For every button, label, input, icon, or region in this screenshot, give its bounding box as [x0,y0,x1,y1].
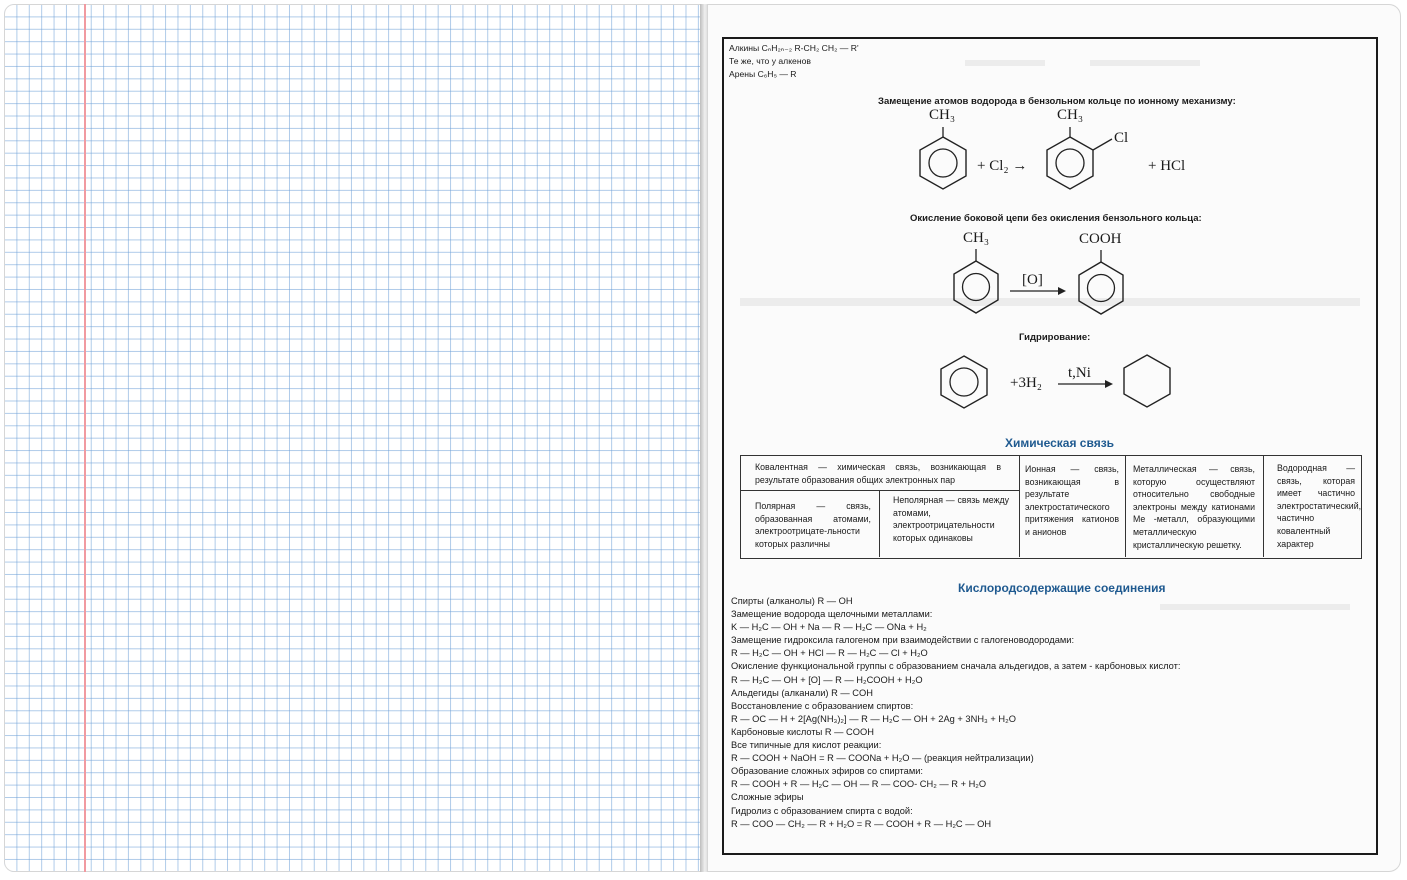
line: Восстановление с образованием спиртов: [731,700,914,711]
substitution-title: Замещение атомов водорода в бензольном кольце по ионному механизму: [878,96,1236,107]
same-as-alkenes: Те же, что у алкенов [729,56,811,66]
line-esters: Сложные эфиры [731,792,804,803]
ionic-bond-text: Ионная — связь, возникающая в результате электростатического притяжения катионов и анионов [1025,464,1119,537]
polar-bond-text: Полярная — связь, образованная атомами, электроотрицате-льности которых различны [755,501,871,549]
cooh-label: COOH [1079,231,1122,247]
ch3-label: CH₃ [1057,107,1084,123]
line: Замещение гидроксила галогеном при взаимодействии с галогеноводородами: [731,635,1075,646]
hydrogenation-title: Гидрирование: [1019,332,1091,343]
line: R — COOH + R — H₂C — OH — R — COO- CH₂ — R + H₂O [731,779,987,790]
line: R — OC — H + 2[Ag(NH₃)₂] — R — H₂C — OH + 2Ag + 3NH₃ + H₂O [731,713,1016,724]
oxidant-label: [O] [1022,272,1043,288]
alkynes-line: Алкины CₙH₂ₙ₋₂ R-CH₂ CH₂ — R' [729,43,859,53]
line: Замещение водорода щелочными металлами: [731,609,933,620]
line-carboxylic-acids: Карбоновые кислоты R — COOH [731,726,874,737]
nonpolar-bond-text: Неполярная — связь между атомами, электроотрицательности которых одинаковы [893,495,1009,543]
chem-bond-table [740,455,1362,559]
ch3-label: CH₃ [929,107,956,123]
plus-3h2: +3H₂ [1010,375,1043,391]
line: Окисление функциональной группы с образованием сначала альдегидов, а затем - карбоновых кислот: [731,661,1181,672]
ch3-label: CH₃ [963,230,990,246]
line: Гидролиз с образованием спирта с водой: [731,805,913,816]
catalyst-label: t,Ni [1068,365,1091,381]
oxygen-compounds-title: Кислородсодержащие соединения [958,581,1166,595]
line: Образование сложных эфиров со спиртами: [731,766,924,777]
hydrogen-bond-text: Водородная — связь, которая имеет частично электростатический, частично ковалентный характер [1277,463,1362,549]
line: Все типичные для кислот реакции: [731,740,882,751]
cl-label: Cl [1114,130,1129,146]
line: R — COO — CH₂ — R + H₂O = R — COOH + R — H₂C — OH [731,818,992,829]
metallic-bond-text: Металлическая — связь, которую осуществляют относительно свободные электроны между катионами Ме -металл, образующими металлическую кристаллическую решетку. [1133,464,1255,550]
plus-cl2: + Cl₂ → [977,158,1028,174]
line: R — COOH + NaOH = R — COONa + H₂O — (реакция нейтрализации) [731,753,1034,764]
covalent-bond-text: Ковалентная — химическая связь, возникающая в результате образования общих электронных пар [755,462,1001,485]
oxygen-compounds-list [731,595,1181,831]
oxidation-title: Окисление боковой цепи без окисления бензольного кольца: [910,213,1202,224]
line-aldehydes: Альдегиды (алканали) R — COH [731,687,873,698]
line: R — H₂C — OH + HCl — R — H₂C — Cl + H₂O [731,648,928,659]
arenes-line: Арены C₆H₅ — R [729,69,797,79]
line-alcohols: Спирты (алканолы) R — OH [731,596,853,606]
line: R — H₂C — OH + [O] — R — H₂COOH + H₂O [731,674,923,685]
chem-bond-title: Химическая связь [1005,436,1115,450]
plus-hcl: + HCl [1148,158,1186,174]
line: K — H₂C — OH + Na — R — H₂C — ONa + H₂ [731,622,927,633]
